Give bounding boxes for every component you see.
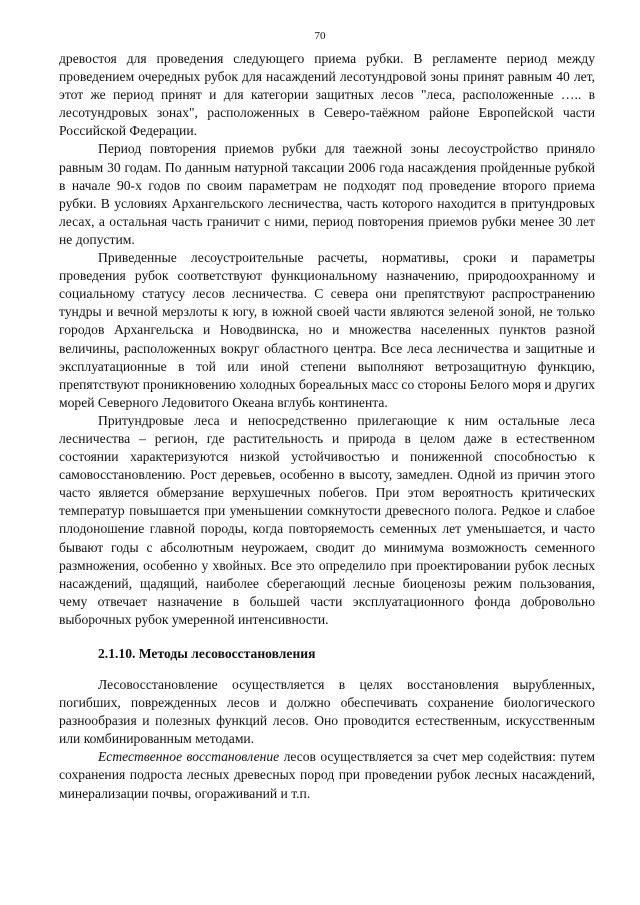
paragraph-natural-regeneration	[59, 748, 595, 802]
paragraph-repeat-period: Период повторения приемов рубки для таежной зоны лесоустройство приняло равным 30 годам. По данным натурной таксации 2006 года насаждения пройденные рубкой в начале 90-х годов по своим параметрам не подходят под проведение второго приема рубки. В условиях Архангельского лесничества, часть которого находится в притундровых лесах, а остальная часть граничит с ними, период повторения приемов рубки менее 30 лет не допустим.	[59, 141, 595, 247]
emphasis-natural-regeneration: Естественное восстановление	[98, 749, 280, 765]
paragraph-natural-regeneration-text: лесов осуществляется за счет мер содействия: путем сохранения подроста лесных древесных пород при проведении рубок лесных насаждений, минерализации почвы, огораживаний и т.п.	[59, 749, 595, 801]
section-heading: 2.1.10. Методы лесовосстановления	[98, 646, 316, 661]
page-body	[59, 50, 595, 803]
paragraph-continuation: древостоя для проведения следующего приема рубки. В регламенте период между проведением очередных рубок для насаждений лесотундровой зоны принят равным 40 лет, этот же период принят и для категории защитных лесов "леса, расположенные ….. в лесотундровых зонах", расположенных в Северо-таёжном районе Европейской части Российской Федерации.	[59, 51, 595, 139]
paragraph-reforestation-intro: Лесовосстановление осуществляется в целях восстановления вырубленных, погибших, поврежденных лесов и должно обеспечивать сохранение биологического разнообразия и полезных функций лесов. Оно проводится естественным, искусственным или комбинированным методами.	[59, 677, 595, 747]
paragraph-calculations: Приведенные лесоустроительные расчеты, нормативы, сроки и параметры проведения рубок соответствуют функциональному назначению, природоохранному и социальному статусу лесов лесничества. С севера они препятствуют распространению тундры и вечной мерзлоты к югу, в южной своей части являются зеленой зоной, не только городов Архангельска и Новодвинска, но и множества населенных пунктов разной величины, расположенных вокруг областного центра. Все леса лесничества и защитные и эксплуатационные в той или иной степени выполняют ветрозащитную функцию, препятствуют проникновению холодных бореальных масс со стороны Белого моря и других морей Северного Ледовитого Океана вглубь континента.	[59, 250, 595, 410]
page-number: 70	[314, 30, 326, 42]
paragraph-tundra-forests: Притундровые леса и непосредственно прилегающие к ним остальные леса лесничества – регион, где растительность и природа в целом даже в естественном состоянии характеризуются низкой устойчивостью и пониженной способностью к самовосстановлению. Рост деревьев, особенно в высоту, замедлен. Одной из причин этого часто является обмерзание верхушечных побегов. При этом вероятность критических температур повышается при уменьшении сомкнутости древесного полога. Редкое и слабое плодоношение главной породы, когда повторяемость семенных лет уменьшается, и часто бывают годы с абсолютным неурожаем, сводит до минимума возможность семенного размножения, особенно у хвойных. Все это определило при проектировании рубок лесных насаждений, щадящий, наиболее сберегающий лесные биоценозы режим пользования, чему отвечает назначение в большей части эксплуатационного фонда добровольно выборочных рубок умеренной интенсивности.	[59, 412, 595, 627]
